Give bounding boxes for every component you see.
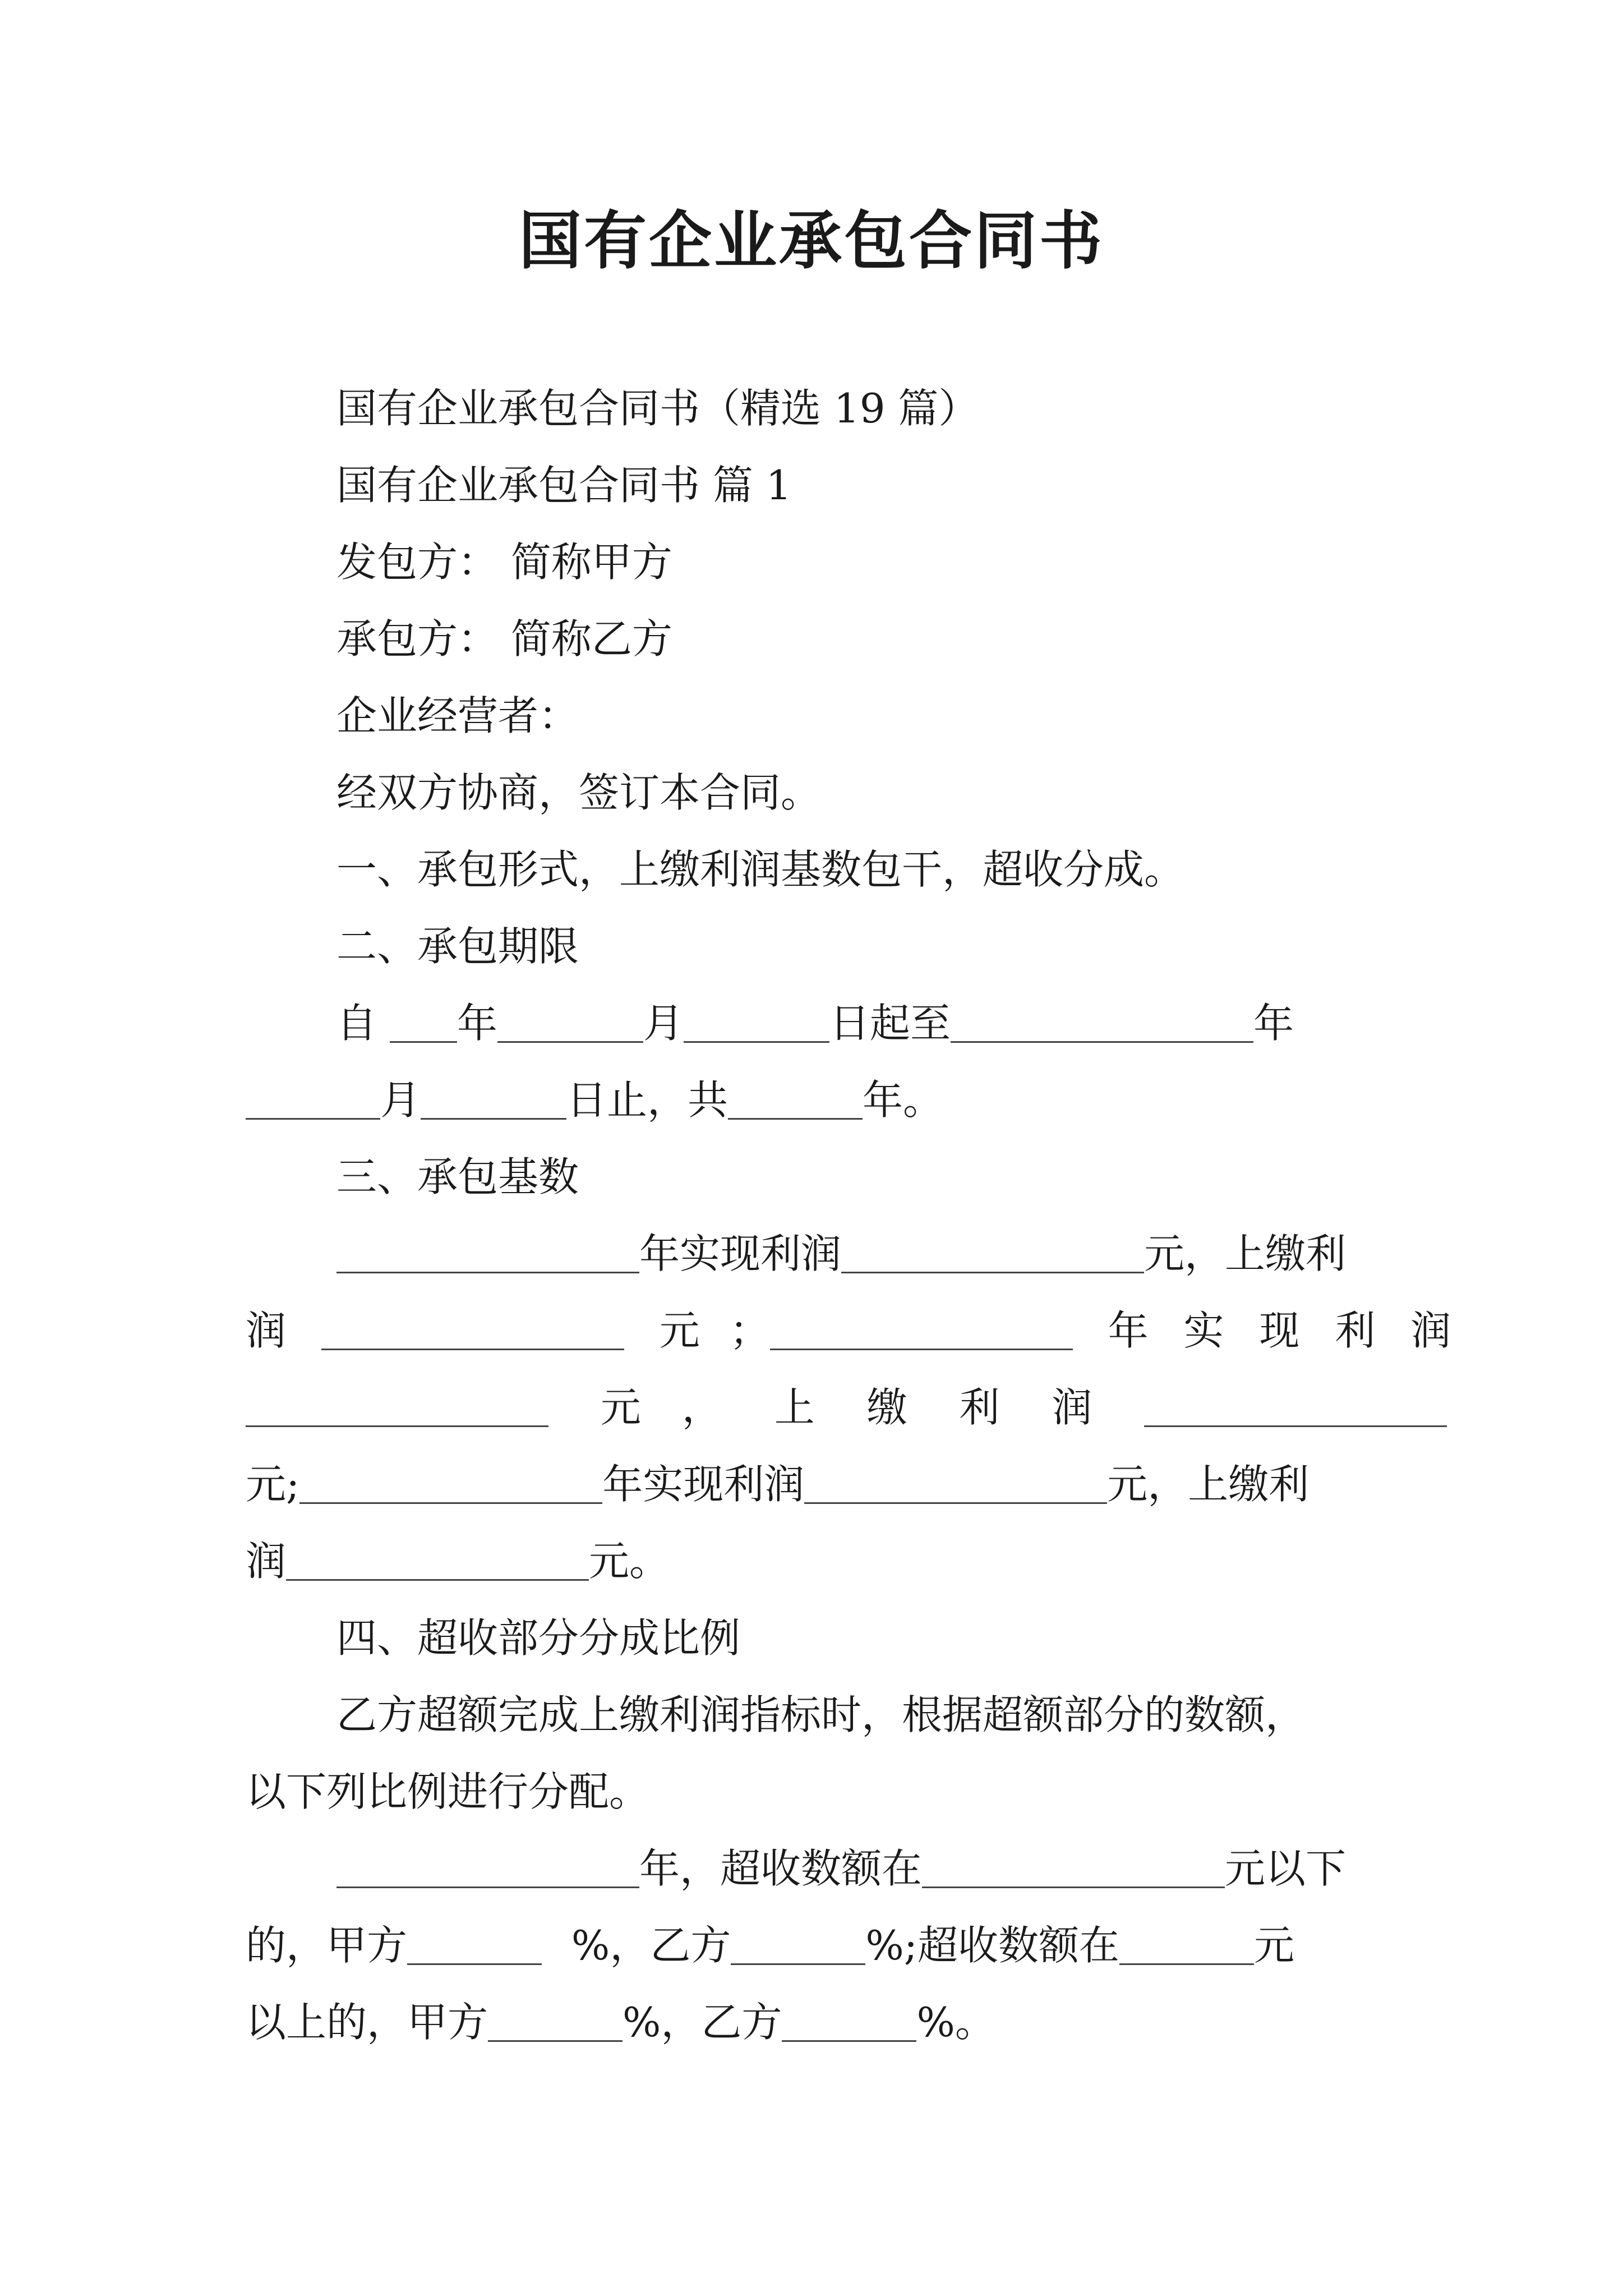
blank-field <box>246 1382 548 1427</box>
party-a-line: 发包方： 简称甲方 <box>336 539 672 586</box>
base-line-4: 元; 年实现利润 元，上缴利 <box>246 1446 1377 1523</box>
chapter-heading: 国有企业承包合同书 篇 1 <box>336 462 792 509</box>
blank-field <box>1144 1382 1447 1427</box>
blank-field <box>782 1996 916 2042</box>
blank-field <box>951 997 1253 1043</box>
blank-field <box>321 1305 624 1350</box>
blank-field <box>1119 1920 1254 1965</box>
section-4: 四、超收部分分成比例 <box>336 1614 741 1662</box>
blank-field <box>728 1074 863 1120</box>
blank-field <box>488 1996 623 2042</box>
ratio-line-1: 年，超收数额在 元以下 <box>246 1830 1377 1907</box>
term-line-2: 月 日止，共 年。 <box>246 1062 1377 1139</box>
base-line-2: 润 元 ； 年 实 现 利 润 <box>246 1292 1377 1369</box>
blank-field <box>390 997 457 1043</box>
blank-field <box>286 1535 589 1581</box>
term-line-1: 自 年 月 日起至 年 <box>246 985 1377 1062</box>
blank-field <box>299 1458 602 1504</box>
blank-field <box>804 1458 1107 1504</box>
ratio-line-3: 以上的，甲方 %，乙方 %。 <box>246 1984 1377 2061</box>
blank-field <box>497 997 643 1043</box>
section-1: 一、承包形式，上缴利润基数包干，超收分成。 <box>336 846 1185 893</box>
section-3: 三、承包基数 <box>336 1153 579 1200</box>
blank-field <box>407 1920 542 1965</box>
para-4-line-1: 乙方超额完成上缴利润指标时，根据超额部分的数额， <box>336 1691 1306 1738</box>
document-title: 国有企业承包合同书 <box>519 204 1104 278</box>
blank-field <box>684 997 829 1043</box>
blank-field <box>731 1920 865 1965</box>
operator-line: 企业经营者： <box>336 692 579 739</box>
blank-field <box>336 1843 639 1888</box>
blank-field <box>336 1228 639 1273</box>
blank-field <box>841 1228 1144 1273</box>
blank-field <box>922 1843 1225 1888</box>
section-2: 二、承包期限 <box>336 923 579 970</box>
intro-line: 经双方协商，签订本合同。 <box>336 769 822 816</box>
base-line-1: 年实现利润 元，上缴利 <box>246 1216 1377 1292</box>
blank-field <box>421 1074 566 1120</box>
ratio-line-2: 的，甲方 %，乙方 %;超收数额在 元 <box>246 1907 1377 1984</box>
base-line-3: 元 ， 上 缴 利 润 <box>246 1369 1377 1446</box>
base-line-5: 润 元。 <box>246 1523 1377 1600</box>
document-body <box>246 370 1451 2061</box>
blank-field <box>246 1074 380 1120</box>
party-b-line: 承包方： 简称乙方 <box>336 615 672 662</box>
blank-field <box>770 1305 1073 1350</box>
subtitle-line: 国有企业承包合同书（精选 19 篇） <box>336 385 979 432</box>
para-4-line-2: 以下列比例进行分配。 <box>246 1768 650 1815</box>
